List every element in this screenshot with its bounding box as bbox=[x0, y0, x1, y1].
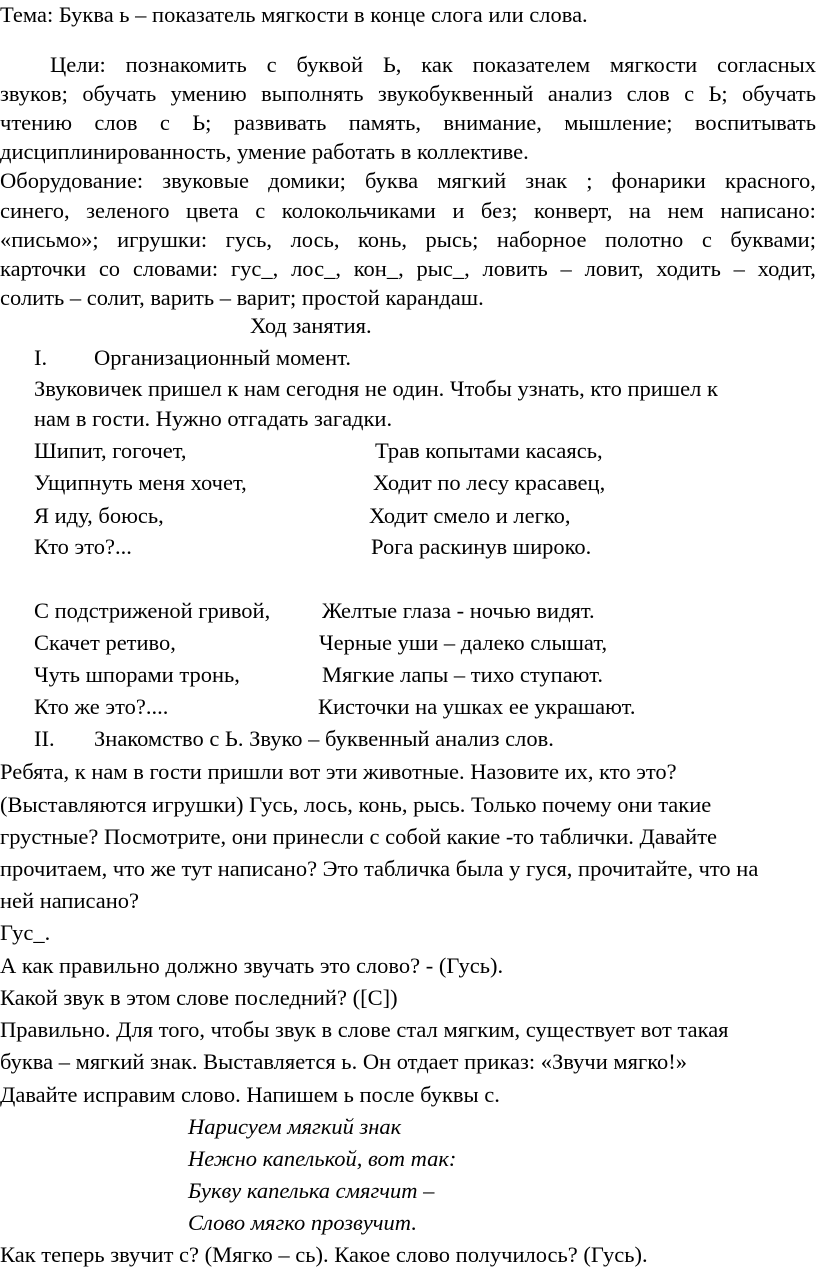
word: нем bbox=[667, 198, 704, 223]
word: словами: bbox=[132, 256, 219, 281]
equipment-line-5: солить – солит, варить – варит; простой карандаш. bbox=[0, 285, 484, 310]
word: выполнять bbox=[261, 81, 364, 106]
word: буквой bbox=[296, 52, 364, 77]
word: знак bbox=[525, 168, 568, 193]
paragraph-line-5: ней написано? bbox=[0, 888, 140, 913]
word: рысь; bbox=[425, 227, 479, 252]
equipment-line-3 bbox=[0, 225, 816, 254]
word: ловит, bbox=[584, 256, 644, 281]
paragraph-line-3: грустные? Посмотрите, они принесли с собой какие -то таблички. Давайте bbox=[0, 824, 718, 849]
section-2-title: Знакомство с Ь. Звуко – буквенный анализ слов. bbox=[94, 726, 554, 751]
word: – bbox=[560, 256, 572, 281]
word: буква bbox=[365, 168, 419, 193]
word: полотно bbox=[604, 227, 684, 252]
word: рыс_, bbox=[416, 256, 470, 281]
word: фонарики bbox=[611, 168, 706, 193]
word: без; bbox=[480, 198, 518, 223]
word: ; bbox=[586, 168, 593, 193]
word: конь, bbox=[358, 227, 407, 252]
word: «письмо»; bbox=[0, 227, 99, 252]
word: зеленого bbox=[86, 198, 170, 223]
paragraph-line-9: Правильно. Для того, чтобы звук в слове стал мягким, существует вот такая bbox=[0, 1017, 729, 1042]
riddle-4-line-2: Черные уши – далеко слышат, bbox=[319, 630, 608, 655]
paragraph-line-1: Ребята, к нам в гости пришли вот эти животные. Назовите их, кто это? bbox=[0, 759, 677, 784]
word: звуковые bbox=[162, 168, 249, 193]
goals-line-4: дисциплинированность, умение работать в коллективе. bbox=[0, 139, 529, 164]
word: слов bbox=[626, 81, 670, 106]
word: умению bbox=[170, 81, 247, 106]
word: кон_, bbox=[353, 256, 404, 281]
word: Ь, bbox=[382, 52, 402, 77]
poem-line-3: Букву капелька смягчит – bbox=[188, 1178, 435, 1203]
poem-line-2: Нежно капелькой, вот так: bbox=[188, 1146, 457, 1171]
riddle-3-line-1: С подстриженой гривой, bbox=[34, 598, 271, 623]
word: внимание, bbox=[443, 110, 542, 135]
riddle-2-line-4: Рога раскинув широко. bbox=[371, 534, 592, 559]
paragraph-line-10: буква – мягкий знак. Выставляется ь. Он отдает приказ: «Звучи мягко!» bbox=[0, 1049, 687, 1074]
paragraph-line-8: Какой звук в этом слове последний? ([С]) bbox=[0, 985, 398, 1010]
word: ходит, bbox=[757, 256, 816, 281]
section-2-number: II. bbox=[34, 726, 55, 751]
intro-line-2: нам в гости. Нужно отгадать загадки. bbox=[34, 406, 393, 431]
riddle-1-line-3: Я иду, боюсь, bbox=[34, 503, 164, 528]
word: анализ bbox=[547, 81, 613, 106]
word: цвета bbox=[186, 198, 239, 223]
word: синего, bbox=[0, 198, 70, 223]
word: Цели: bbox=[50, 52, 106, 77]
word: развивать bbox=[233, 110, 327, 135]
section-1-number: I. bbox=[34, 345, 48, 370]
word: – bbox=[733, 256, 745, 281]
goals-line-2 bbox=[0, 79, 816, 108]
goals-line-3 bbox=[0, 108, 816, 137]
riddle-1-line-1: Шипит, гогочет, bbox=[34, 438, 187, 463]
word: с bbox=[701, 227, 712, 252]
word: гус_, bbox=[230, 256, 279, 281]
word: домики; bbox=[268, 168, 346, 193]
word: воспитывать bbox=[694, 110, 816, 135]
riddle-1-line-2: Ущипнуть меня хочет, bbox=[34, 470, 247, 495]
riddle-4-line-4: Кисточки на ушках ее украшают. bbox=[318, 694, 636, 719]
word: с bbox=[684, 81, 695, 106]
word: память, bbox=[348, 110, 422, 135]
word: согласных bbox=[717, 52, 816, 77]
paragraph-line-4: прочитаем, что же тут написано? Это табличка была у гуся, прочитайте, что на bbox=[0, 856, 759, 881]
word: показателем bbox=[472, 52, 591, 77]
word: мягкий bbox=[437, 168, 507, 193]
word: Оборудование: bbox=[0, 168, 144, 193]
paragraph-line-7: А как правильно должно звучать это слово? - (Гусь). bbox=[0, 953, 504, 978]
word: с bbox=[255, 198, 266, 223]
word: карточки bbox=[0, 256, 87, 281]
riddle-2-line-3: Ходит смело и легко, bbox=[369, 503, 571, 528]
word: с bbox=[266, 52, 277, 77]
word: наборное bbox=[496, 227, 587, 252]
word: звукобуквенный bbox=[377, 81, 534, 106]
word: слов bbox=[94, 110, 138, 135]
word: Ь; bbox=[708, 81, 728, 106]
word: Ь; bbox=[192, 110, 212, 135]
riddle-3-line-4: Кто же это?.... bbox=[34, 694, 169, 719]
word: чтению bbox=[0, 110, 73, 135]
riddle-3-line-2: Скачет ретиво, bbox=[34, 630, 176, 655]
word: буквами; bbox=[730, 227, 816, 252]
word: колокольчиками bbox=[281, 198, 436, 223]
word: обучать bbox=[82, 81, 157, 106]
section-1-title: Организационный момент. bbox=[94, 345, 351, 370]
intro-line-1: Звуковичек пришел к нам сегодня не один. Чтобы узнать, кто пришел к bbox=[34, 376, 718, 401]
riddle-2-line-2: Ходит по лесу красавец, bbox=[373, 470, 606, 495]
riddle-4-line-3: Мягкие лапы – тихо ступают. bbox=[322, 662, 603, 687]
word: мягкости bbox=[609, 52, 698, 77]
word: ловить bbox=[482, 256, 548, 281]
word: мышление; bbox=[564, 110, 673, 135]
word: ходить bbox=[656, 256, 721, 281]
word: конверт, bbox=[534, 198, 613, 223]
word: лось, bbox=[290, 227, 340, 252]
word: со bbox=[98, 256, 121, 281]
final-line: Как теперь звучит с? (Мягко – сь). Какое слово получилось? (Гусь). bbox=[0, 1242, 648, 1267]
word: на bbox=[628, 198, 651, 223]
riddle-3-line-3: Чуть шпорами тронь, bbox=[34, 662, 240, 687]
word: с bbox=[159, 110, 170, 135]
goals-line-1 bbox=[0, 50, 816, 79]
paragraph-line-2: (Выставляются игрушки) Гусь, лось, конь, рысь. Только почему они такие bbox=[0, 792, 712, 817]
word: и bbox=[452, 198, 465, 223]
word: игрушки: bbox=[117, 227, 208, 252]
lesson-heading: Ход занятия. bbox=[250, 313, 372, 338]
word: красного, bbox=[724, 168, 816, 193]
word: как bbox=[421, 52, 453, 77]
paragraph-line-11: Давайте исправим слово. Напишем ь после буквы с. bbox=[0, 1082, 500, 1107]
equipment-line-1 bbox=[0, 166, 816, 195]
poem-line-4: Слово мягко прозвучит. bbox=[188, 1210, 417, 1235]
word: лос_, bbox=[291, 256, 341, 281]
paragraph-line-6: Гус_. bbox=[0, 920, 51, 945]
equipment-line-4 bbox=[0, 254, 816, 283]
poem-line-1: Нарисуем мягкий знак bbox=[188, 1114, 402, 1139]
word: обучать bbox=[742, 81, 816, 106]
topic-line: Тема: Буква ь – показатель мягкости в конце слога или слова. bbox=[0, 2, 588, 27]
riddle-2-line-1: Трав копытами касаясь, bbox=[375, 438, 603, 463]
riddle-4-line-1: Желтые глаза - ночью видят. bbox=[322, 598, 595, 623]
riddle-1-line-4: Кто это?... bbox=[34, 534, 132, 559]
equipment-line-2 bbox=[0, 196, 816, 225]
word: написано: bbox=[720, 198, 816, 223]
word: познакомить bbox=[125, 52, 247, 77]
word: гусь, bbox=[225, 227, 273, 252]
word: звуков; bbox=[0, 81, 68, 106]
